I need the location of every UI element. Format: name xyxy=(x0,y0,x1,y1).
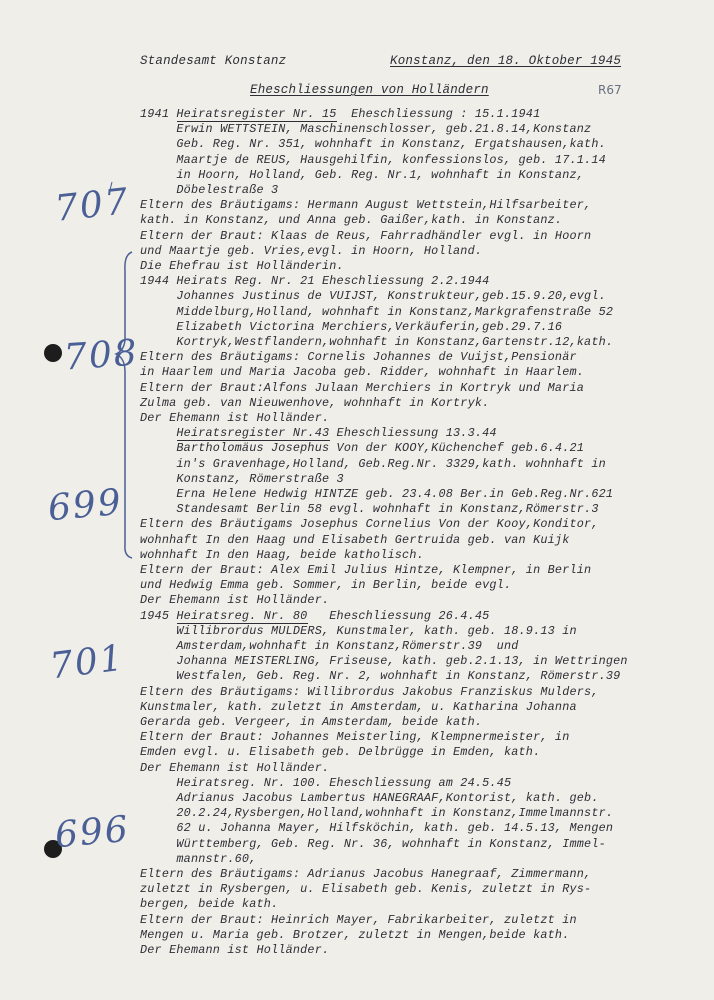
text-line: Westfalen, Geb. Reg. Nr. 2, wohnhaft in Konstanz, Römerstr.39 xyxy=(140,669,621,684)
text-line: Eltern des Bräutigams Josephus Cornelius Von der Kooy,Konditor, xyxy=(140,517,599,532)
text-line: Konstanz, Römerstraße 3 xyxy=(140,471,344,486)
text-line: Der Ehemann ist Holländer. xyxy=(140,411,330,425)
text-line: und Hedwig Emma geb. Sommer, in Berlin, beide evgl. xyxy=(140,578,512,593)
document-subject: Eheschliessungen von Holländern xyxy=(250,83,489,97)
text-line: Mengen u. Maria geb. Brotzer, zuletzt in Mengen,beide kath. xyxy=(140,927,570,942)
margin-number: 707 xyxy=(53,181,132,230)
text-line: Eltern des Bräutigams: Adrianus Jacobus Hanegraaf, Zimmermann, xyxy=(140,867,592,881)
text-line: Eltern der Braut:Alfons Julaan Merchiers in Kortryk und Maria xyxy=(140,380,585,395)
heading-underline xyxy=(177,121,338,122)
text-line: Eltern der Braut: Klaas de Reus, Fahrradhändler evgl. in Hoorn xyxy=(140,228,592,243)
text-line: 1944 Heirats Reg. Nr. 21 Eheschliessung 2.2.1944 xyxy=(140,274,490,289)
text-line: 1941 Heiratsregister Nr. 15 Eheschliessung : 15.1.1941 xyxy=(140,107,541,121)
text-line: Eltern der Braut: Alex Emil Julius Hintze, Klempner, in Berlin xyxy=(140,563,592,577)
text-line: Kunstmaler, kath. zuletzt in Amsterdam, u. Katharina Johanna xyxy=(140,699,577,714)
text-line: Eltern des Bräutigams: Willibrordus Jakobus Franziskus Mulders, xyxy=(140,684,599,699)
margin-number: 701 xyxy=(47,637,127,688)
text-line: Johanna MEISTERLING, Friseuse, kath. geb.2.1.13, in Wettringen xyxy=(140,654,628,669)
text-line: Emden evgl. u. Elisabeth geb. Delbrügge in Emden, kath. xyxy=(140,745,541,760)
text-line: Willibrordus MULDERS, Kunstmaler, kath. geb. 18.9.13 in xyxy=(140,623,577,638)
text-line: Middelburg,Holland, wohnhaft in Konstanz,Markgrafenstraße 52 xyxy=(140,304,614,319)
text-line: Heiratsreg. Nr. 100. Eheschliessung am 24.5.45 xyxy=(140,775,512,790)
text-line: Erna Helene Hedwig HINTZE geb. 23.4.08 Ber.in Geb.Reg.Nr.621 xyxy=(140,487,614,501)
text-line: bergen, beide kath. xyxy=(140,897,279,912)
text-line: Döbelestraße 3 xyxy=(140,183,279,197)
text-line: wohnhaft In den Haag und Elisabeth Gertruida geb. van Kuijk xyxy=(140,532,570,547)
text-line: Johannes Justinus de VUIJST, Konstrukteur,geb.15.9.20,evgl. xyxy=(140,289,606,304)
text-line: Der Ehemann ist Holländer. xyxy=(140,943,330,957)
text-line: Eltern der Braut: Heinrich Mayer, Fabrikarbeiter, zuletzt in xyxy=(140,912,577,927)
office-name: Standesamt Konstanz xyxy=(140,54,287,68)
text-line: Eltern des Bräutigams: Cornelis Johannes de Vuijst,Pensionär xyxy=(140,350,577,365)
text-line: Elizabeth Victorina Merchiers,Verkäuferin,geb.29.7.16 xyxy=(140,319,563,334)
text-line: mannstr.60, xyxy=(140,851,257,866)
text-line: Geb. Reg. Nr. 351, wohnhaft in Konstanz, Ergatshausen,kath. xyxy=(140,137,606,152)
text-line: Kortryk,Westflandern,wohnhaft in Konstanz,Gartenstr.12,kath. xyxy=(140,335,614,349)
text-line: Bartholomäus Josephus Von der KOOY,Küchenchef geb.6.4.21 xyxy=(140,441,585,456)
margin-number: 696 xyxy=(53,808,132,857)
text-line: und Maartje geb. Vries,evgl. in Hoorn, Holland. xyxy=(140,243,483,258)
heading-underline xyxy=(177,623,308,624)
text-line: in's Gravenhage,Holland, Geb.Reg.Nr. 3329,kath. wohnhaft in xyxy=(140,456,606,471)
text-line: 20.2.24,Rysbergen,Holland,wohnhaft in Konstanz,Immelmannstr. xyxy=(140,806,614,821)
text-line: Eltern der Braut: Johannes Meisterling, Klempnermeister, in xyxy=(140,730,570,745)
text-line: kath. in Konstanz, und Anna geb. Gaißer,kath. in Konstanz. xyxy=(140,213,563,228)
text-line: Der Ehemann ist Holländer. xyxy=(140,593,330,608)
text-line: Erwin WETTSTEIN, Maschinenschlosser, geb.21.8.14,Konstanz xyxy=(140,122,592,137)
document-date: Konstanz, den 18. Oktober 1945 xyxy=(390,54,622,68)
text-line: Der Ehemann ist Holländer. xyxy=(140,760,330,775)
text-line: Eltern des Bräutigams: Hermann August Wettstein,Hilfsarbeiter, xyxy=(140,198,592,213)
margin-number: 708 xyxy=(62,332,141,379)
text-line: Zulma geb. van Nieuwenhove, wohnhaft in Kortryk. xyxy=(140,395,490,410)
text-line: Die Ehefrau ist Holländerin. xyxy=(140,259,344,273)
text-line: wohnhaft In den Haag, beide katholisch. xyxy=(140,547,424,562)
text-line: in Haarlem und Maria Jacoba geb. Ridder, wohnhaft in Haarlem. xyxy=(140,365,585,380)
text-line: Standesamt Berlin 58 evgl. wohnhaft in Konstanz,Römerstr.3 xyxy=(140,502,599,517)
text-line: Maartje de REUS, Hausgehilfin, konfessionslos, geb. 17.1.14 xyxy=(140,152,606,167)
text-line: Heiratsregister Nr.43 Eheschliessung 13.3.44 xyxy=(140,426,497,441)
text-line: zuletzt in Rysbergen, u. Elisabeth geb. Kenis, zuletzt in Rys- xyxy=(140,882,592,897)
text-line: Württemberg, Geb. Reg. Nr. 36, wohnhaft in Konstanz, Immel- xyxy=(140,836,606,851)
text-line: 62 u. Johanna Mayer, Hilfsköchin, kath. geb. 14.5.13, Mengen xyxy=(140,821,614,836)
text-line: Adrianus Jacobus Lambertus HANEGRAAF,Kontorist, kath. geb. xyxy=(140,791,599,805)
text-line: Gerarda geb. Vergeer, in Amsterdam, beide kath. xyxy=(140,715,483,729)
archive-stamp: R67 xyxy=(598,83,622,97)
text-line: Amsterdam,wohnhaft in Konstanz,Römerstr.39 und xyxy=(140,639,519,653)
text-line: in Hoorn, Holland, Geb. Reg. Nr.1, wohnhaft in Konstanz, xyxy=(140,167,585,182)
heading-underline xyxy=(177,440,330,441)
margin-number: 699 xyxy=(46,481,125,530)
text-line: 1945 Heiratsreg. Nr. 80 Eheschliessung 26.4.45 xyxy=(140,608,490,623)
